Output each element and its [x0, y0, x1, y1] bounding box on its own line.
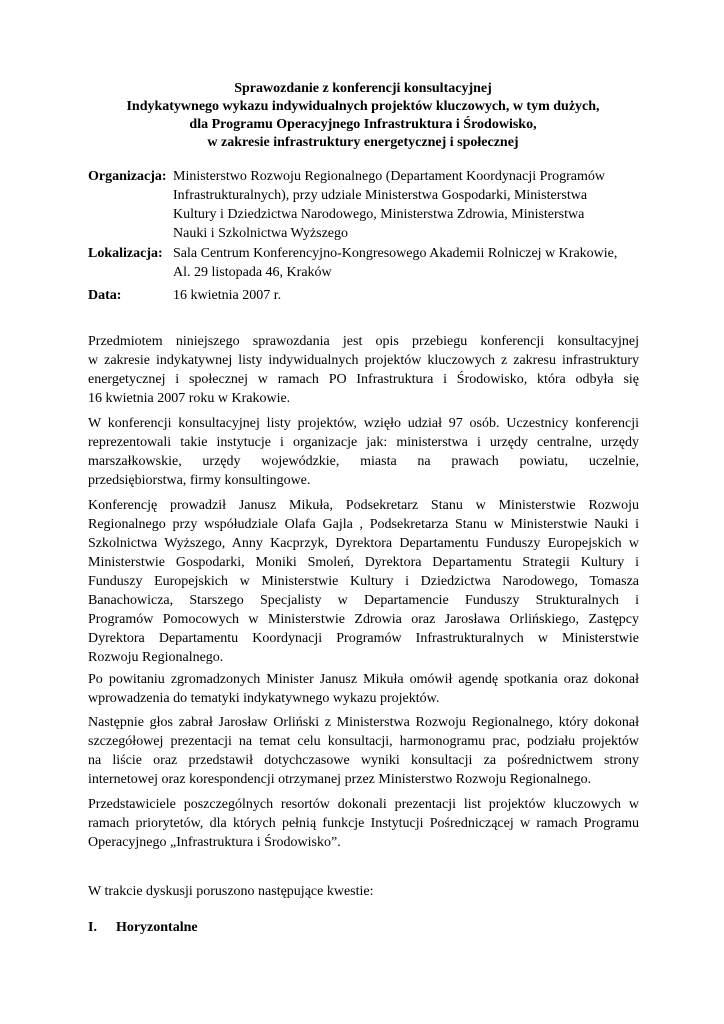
text-line: Przedmiotem niniejszego sprawozdania jest opis przebiegu konferencji konsultacyjnej: [88, 334, 639, 349]
text-line: ramach priorytetów, dla których pełnią funkcje Instytucji Pośredniczącej w ramach Programu: [88, 816, 639, 831]
text-line: Regionalnego przy współudziale Olafa Gajla , Podsekretarza Stanu w Ministerstwie Nauki i: [88, 517, 639, 532]
paragraph-6: [88, 795, 639, 852]
organization-line: Infrastrukturalnych), przy udziale Ministerstwa Gospodarki, Ministerstwa: [173, 188, 588, 203]
document-title: [88, 80, 638, 152]
date-block: [88, 286, 638, 305]
text-line: Konferencję prowadził Janusz Mikuła, Podsekretarz Stanu w Ministerstwie Rozwoju: [88, 498, 639, 513]
title-line-4: w zakresie infrastruktury energetycznej i społecznej: [207, 135, 519, 150]
paragraph-5: [88, 713, 639, 789]
paragraph-4: [88, 670, 639, 708]
text-line: W konferencji konsultacyjnej listy projektów, wzięło udział 97 osób. Uczestnicy konferencji: [88, 416, 639, 431]
location-block: [88, 244, 638, 282]
paragraph-3: [88, 496, 639, 667]
text-line: internetowej oraz korespondencji otrzymanej przez Ministerstwo Rozwoju Regionalnego.: [88, 772, 592, 787]
date-label: Data:: [88, 288, 122, 303]
text-line: Funduszy Europejskich w Ministerstwie Kultury i Dziedzictwa Narodowego, Tomasza: [88, 574, 639, 589]
text-line: Banachowicza, Starszego Specjalisty w Departamencie Funduszy Strukturalnych i: [88, 593, 639, 608]
text-line: przedsiębiorstwa, firmy konsultingowe.: [88, 473, 311, 488]
title-line-2: Indykatywnego wykazu indywidualnych projektów kluczowych, w tym dużych,: [126, 99, 600, 114]
discussion-intro: W trakcie dyskusji poruszono następujące kwestie:: [88, 884, 374, 899]
text-line: reprezentowali takie instytucje i organizacje jak: ministerstwa i urzędy centralne, urzędy: [88, 435, 639, 450]
location-line: Sala Centrum Konferencyjno-Kongresowego Akademii Rolniczej w Krakowie,: [173, 246, 618, 261]
text-line: szczegółowej prezentacji na temat celu konsultacji, harmonogramu prac, podziału projektów: [88, 734, 639, 749]
text-line: Rozwoju Regionalnego.: [88, 650, 224, 665]
date-text: 16 kwietnia 2007 r.: [173, 288, 282, 303]
text-line: Przedstawiciele poszczególnych resortów dokonali prezentacji list projektów kluczowych w: [88, 797, 639, 812]
section-title: Horyzontalne: [115, 920, 198, 935]
section-heading: [88, 918, 198, 937]
text-line: wprowadzenia do tematyki indykatywnego wykazu projektów.: [88, 691, 440, 706]
paragraph-2: [88, 414, 639, 490]
location-line: Al. 29 listopada 46, Kraków: [173, 265, 332, 280]
text-line: Szkolnictwa Wyższego, Anny Kacprzyk, Dyrektora Departamentu Funduszy Europejskich w: [88, 536, 639, 551]
title-line-3: dla Programu Operacyjnego Infrastruktura i Środowisko,: [189, 117, 537, 132]
text-line: w zakresie indykatywnej listy indywidualnych projektów kluczowych z zakresu infrastruktury: [88, 353, 639, 368]
organization-line: Ministerstwo Rozwoju Regionalnego (Departament Koordynacji Programów: [173, 169, 605, 184]
location-value: [173, 244, 638, 282]
text-line: Następnie głos zabrał Jarosław Orliński z Ministerstwa Rozwoju Regionalnego, który dokonał: [88, 715, 639, 730]
date-value: [173, 286, 638, 305]
paragraph-1: [88, 332, 639, 408]
text-line: Dyrektora Departamentu Koordynacji Programów Infrastrukturalnych w Ministerstwie: [88, 631, 639, 646]
text-line: energetycznej i społecznej w ramach PO Infrastruktura i Środowisko, która odbyła się: [88, 372, 639, 387]
text-line: Po powitaniu zgromadzonych Minister Janusz Mikuła omówił agendę spotkania oraz dokonał: [88, 672, 639, 687]
text-line: Programów Pomocowych w Ministerstwie Zdrowia oraz Jarosława Orlińskiego, Zastępcy: [88, 612, 639, 627]
text-line: Operacyjnego „Infrastruktura i Środowisko”.: [88, 835, 341, 850]
organization-value: [173, 167, 638, 243]
text-line: 16 kwietnia 2007 roku w Krakowie.: [88, 391, 291, 406]
organization-line: Nauki i Szkolnictwa Wyższego: [173, 226, 349, 241]
section-number: I.: [88, 920, 97, 935]
title-line-1: Sprawozdanie z konferencji konsultacyjnej: [234, 81, 492, 96]
text-line: marszałkowskie, urzędy wojewódzkie, miasta na prawach powiatu, uczelnie,: [88, 454, 639, 469]
location-label: Lokalizacja:: [88, 246, 163, 261]
organization-block: [88, 167, 638, 243]
text-line: na liście oraz przedstawił dotychczasowe wyniki konsultacji za pośrednictwem strony: [88, 753, 639, 768]
text-line: Ministerstwie Gospodarki, Moniki Smoleń, Dyrektora Departamentu Strategii Kultury i: [88, 555, 639, 570]
organization-label: Organizacja:: [88, 169, 167, 184]
organization-line: Kultury i Dziedzictwa Narodowego, Ministerstwa Zdrowia, Ministerstwa: [173, 207, 585, 222]
